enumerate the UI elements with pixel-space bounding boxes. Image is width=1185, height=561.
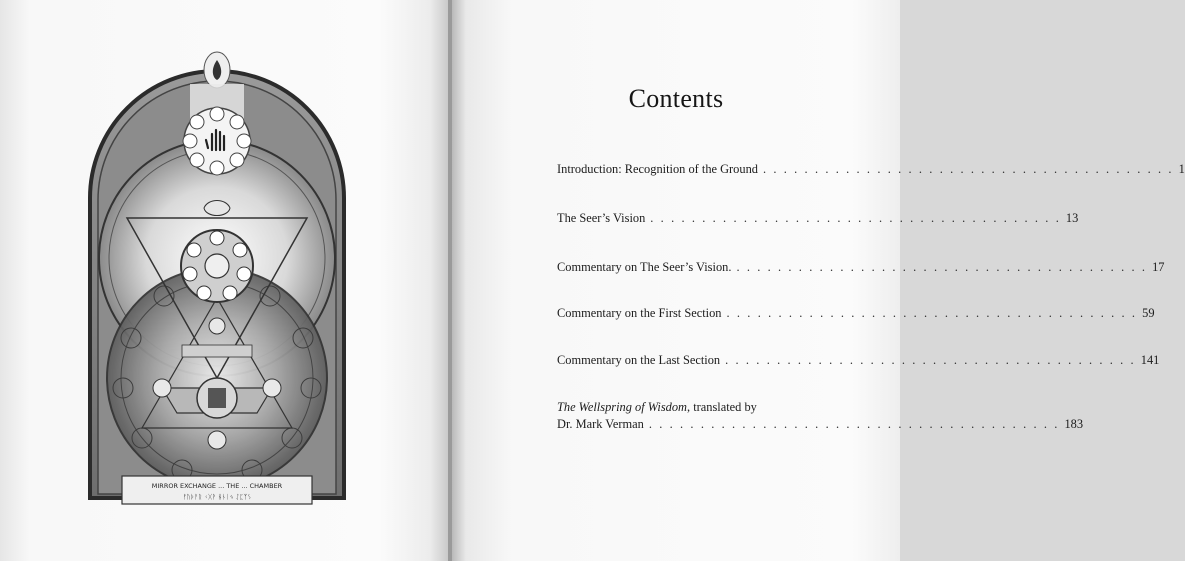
toc-entry-title: Introduction: Recognition of the Ground <box>557 162 758 176</box>
left-page <box>0 0 448 561</box>
toc-entry-title-rest: , translated by <box>687 400 757 414</box>
dot-leader: . . . . . . . . . . . . . . . . . . . . . . . . . . . . . . . . . . . . . . . . <box>726 306 1138 320</box>
toc-entry-title-line2: Dr. Mark Verman <box>557 417 644 431</box>
toc-entry-title-line1 <box>557 400 757 415</box>
toc-entry-title: The Seer’s Vision <box>557 211 646 225</box>
toc-entry-wellspring-of-wisdom[interactable] <box>557 400 1084 432</box>
toc-entry-seers-vision[interactable] <box>557 211 1079 226</box>
dot-leader: . . . . . . . . . . . . . . . . . . . . . . . . . . . . . . . . . . . . . . . . <box>650 211 1061 225</box>
illustration-caption-line2: ᚠᚢᚦᚨᚱ ᚲᚷᚹ ᚺᚾᛁᛃ ᛇᛈᛉᛊ <box>182 493 252 501</box>
toc-entry-page: 183 <box>1064 417 1084 431</box>
toc-entry-commentary-last-section[interactable] <box>557 353 1160 368</box>
esoteric-diagram-illustration <box>82 48 352 508</box>
illustration-caption-line1: MIRROR EXCHANGE ... THE ... CHAMBER <box>151 482 283 490</box>
toc-entry-page: 141 <box>1140 353 1160 367</box>
dot-leader: . . . . . . . . . . . . . . . . . . . . . . . . . . . . . . . . . . . . . . . . <box>762 162 1174 176</box>
toc-entry-commentary-seers-vision[interactable] <box>557 260 1165 275</box>
toc-entry-page: 59 <box>1142 306 1155 320</box>
toc-entry-page: 17 <box>1152 260 1165 274</box>
toc-entry-title: Commentary on the Last Section <box>557 353 721 367</box>
dot-leader: . . . . . . . . . . . . . . . . . . . . . . . . . . . . . . . . . . . . . . . . <box>725 353 1136 367</box>
toc-entry-page: 1 <box>1178 162 1185 176</box>
toc-entry-introduction[interactable] <box>557 162 1185 177</box>
toc-entry-commentary-first-section[interactable] <box>557 306 1155 321</box>
dot-leader: . . . . . . . . . . . . . . . . . . . . . . . . . . . . . . . . . . . . . . . . <box>736 260 1148 274</box>
toc-entry-title: Commentary on the First Section <box>557 306 722 320</box>
contents-heading: Contents <box>628 84 724 113</box>
toc-entry-title: Commentary on The Seer’s Vision. <box>557 260 732 274</box>
dot-leader: . . . . . . . . . . . . . . . . . . . . . . . . . . . . . . . . . . . . . . . . <box>648 417 1060 431</box>
toc-entry-page: 13 <box>1065 211 1079 225</box>
toc-entry-italic-title: The Wellspring of Wisdom <box>557 400 687 414</box>
